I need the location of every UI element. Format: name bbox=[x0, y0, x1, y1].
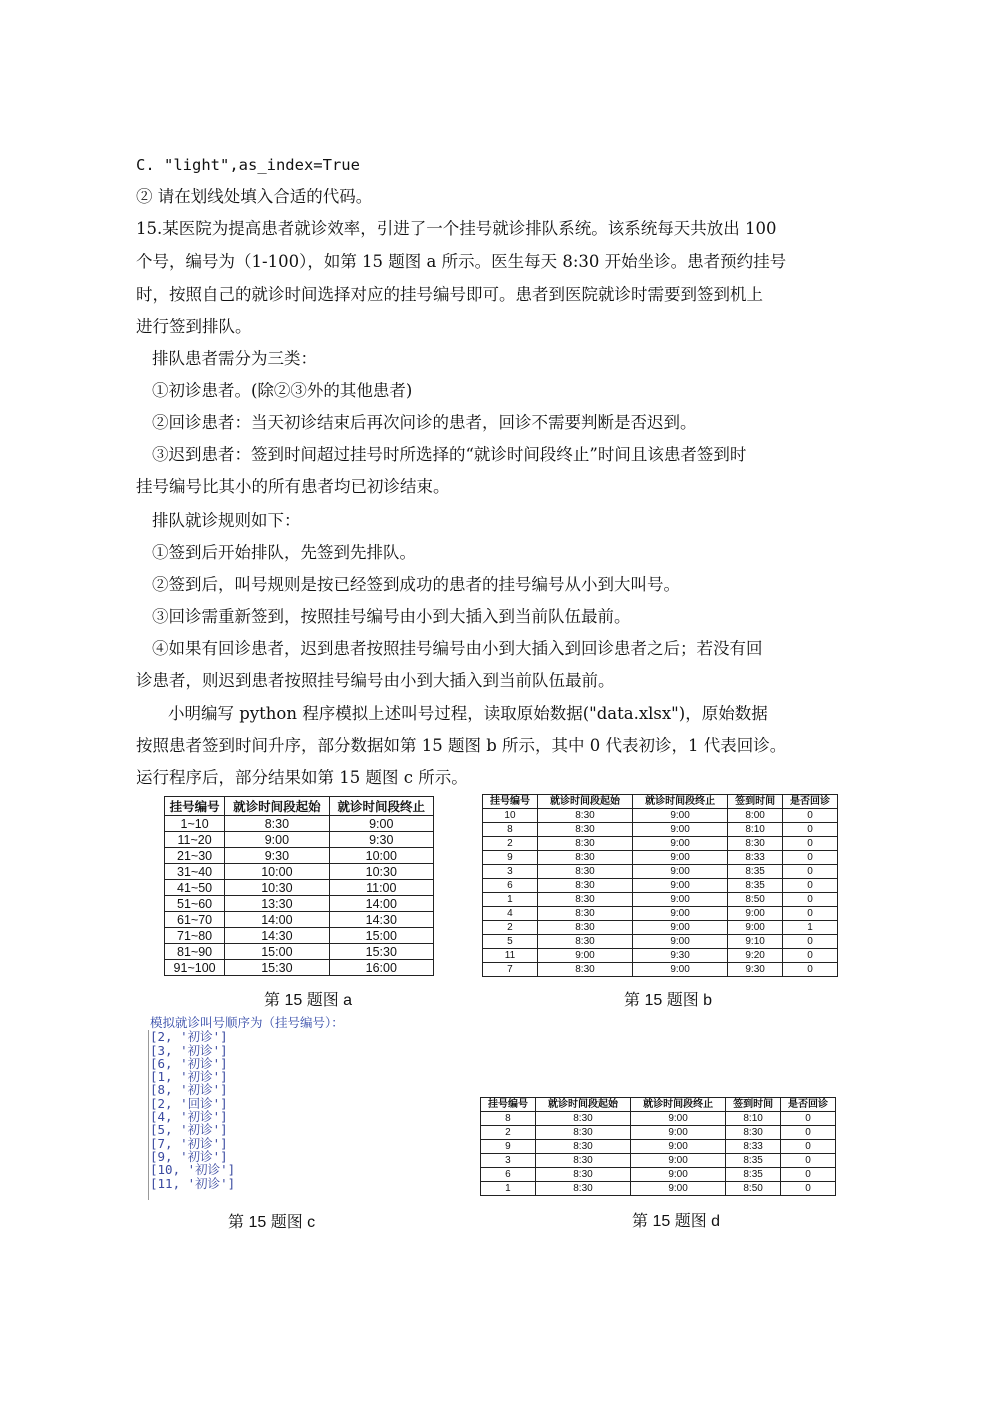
table-cell: 3 bbox=[481, 1154, 536, 1168]
output-row: [7, '初诊'] bbox=[150, 1135, 228, 1151]
table-cell: 8:10 bbox=[726, 1112, 781, 1126]
table-b-header: 签到时间 bbox=[728, 795, 783, 809]
table-cell: 9:00 bbox=[633, 893, 728, 907]
table-cell: 8:30 bbox=[225, 816, 329, 832]
output-row: [5, '初诊'] bbox=[150, 1122, 228, 1138]
table-a bbox=[164, 796, 434, 976]
table-b-header-row bbox=[483, 795, 838, 809]
rule-3: ③回诊需重新签到，按照挂号编号由小到大插入到当前队伍最前。 bbox=[152, 607, 631, 626]
table-cell: 8:30 bbox=[537, 879, 632, 893]
table-cell: 15:30 bbox=[329, 944, 433, 960]
table-a-header-row bbox=[165, 797, 434, 816]
table-d-header: 就诊时间段终止 bbox=[631, 1098, 726, 1112]
table-cell: 0 bbox=[783, 879, 838, 893]
rules-title: 排队就诊规则如下： bbox=[152, 511, 301, 530]
category-3-line-2: 挂号编号比其小的所有患者均已初诊结束。 bbox=[136, 477, 450, 496]
output-row: [3, '初诊'] bbox=[150, 1042, 228, 1058]
table-cell: 8:30 bbox=[535, 1154, 630, 1168]
output-row: [2, '初诊'] bbox=[150, 1029, 228, 1045]
table-cell: 8:30 bbox=[535, 1168, 630, 1182]
table-cell: 8:50 bbox=[726, 1182, 781, 1196]
table-b-row bbox=[483, 935, 838, 949]
table-cell: 9:00 bbox=[633, 823, 728, 837]
table-cell: 16:00 bbox=[329, 960, 433, 976]
table-cell: 9:00 bbox=[631, 1140, 726, 1154]
table-d-row bbox=[481, 1126, 836, 1140]
table-cell: 0 bbox=[783, 935, 838, 949]
table-cell: 9:00 bbox=[631, 1168, 726, 1182]
q15-line-2: 个号，编号为（1-100），如第 15 题图 a 所示。医生每天 8:30 开始坐诊。患者预约挂号 bbox=[136, 252, 787, 271]
table-cell: 6 bbox=[483, 879, 538, 893]
program-line-2: 按照患者签到时间升序，部分数据如第 15 题图 b 所示，其中 0 代表初诊，1 代表回诊。 bbox=[136, 736, 787, 755]
table-cell: 0 bbox=[781, 1126, 836, 1140]
table-b-row bbox=[483, 893, 838, 907]
table-cell: 9:00 bbox=[633, 837, 728, 851]
table-cell: 4 bbox=[483, 907, 538, 921]
q15-line-4: 进行签到排队。 bbox=[136, 317, 252, 336]
table-cell: 14:00 bbox=[329, 896, 433, 912]
table-cell: 0 bbox=[783, 837, 838, 851]
q15-line-1: 15.某医院为提高患者就诊效率，引进了一个挂号就诊排队系统。该系统每天共放出 100 bbox=[136, 219, 777, 238]
table-d bbox=[480, 1097, 836, 1196]
table-d-row bbox=[481, 1168, 836, 1182]
rule-4-line-1: ④如果有回诊患者，迟到患者按照挂号编号由小到大插入到回诊患者之后；若没有回 bbox=[152, 639, 763, 658]
table-cell: 81~90 bbox=[165, 944, 225, 960]
table-cell: 9:00 bbox=[631, 1126, 726, 1140]
output-row: [6, '初诊'] bbox=[150, 1055, 228, 1071]
table-cell: 15:30 bbox=[225, 960, 329, 976]
table-cell: 1 bbox=[481, 1182, 536, 1196]
table-cell: 0 bbox=[783, 809, 838, 823]
table-a-row bbox=[165, 832, 434, 848]
category-1: ①初诊患者。(除②③外的其他患者) bbox=[152, 381, 413, 400]
table-cell: 9:00 bbox=[631, 1182, 726, 1196]
table-cell: 14:00 bbox=[225, 912, 329, 928]
output-row: [1, '初诊'] bbox=[150, 1069, 228, 1085]
table-cell: 9:00 bbox=[633, 809, 728, 823]
table-cell: 8:33 bbox=[728, 851, 783, 865]
table-a-header: 挂号编号 bbox=[165, 797, 225, 816]
output-row: [8, '初诊'] bbox=[150, 1082, 228, 1098]
table-cell: 9:00 bbox=[633, 921, 728, 935]
table-cell: 8:30 bbox=[537, 921, 632, 935]
table-cell: 0 bbox=[783, 907, 838, 921]
table-b-row bbox=[483, 823, 838, 837]
category-3-line-1: ③迟到患者：签到时间超过挂号时所选择的“就诊时间段终止”时间且该患者签到时 bbox=[152, 445, 747, 464]
table-b bbox=[482, 794, 838, 977]
table-cell: 9:00 bbox=[633, 851, 728, 865]
table-cell: 8:30 bbox=[537, 865, 632, 879]
output-row: [4, '初诊'] bbox=[150, 1109, 228, 1125]
table-cell: 8:35 bbox=[728, 865, 783, 879]
table-cell: 8:30 bbox=[535, 1112, 630, 1126]
table-cell: 8:35 bbox=[728, 879, 783, 893]
console-output bbox=[150, 1016, 390, 1196]
table-cell: 10:30 bbox=[329, 864, 433, 880]
output-row: [10, '初诊'] bbox=[150, 1162, 236, 1178]
table-d-header: 签到时间 bbox=[726, 1098, 781, 1112]
table-cell: 6 bbox=[481, 1168, 536, 1182]
table-cell: 2 bbox=[481, 1126, 536, 1140]
table-cell: 1 bbox=[483, 893, 538, 907]
table-cell: 8:50 bbox=[728, 893, 783, 907]
table-cell: 0 bbox=[783, 823, 838, 837]
caption-d: 第 15 题图 d bbox=[632, 1213, 721, 1230]
rule-4-line-2: 诊患者，则迟到患者按照挂号编号由小到大插入到当前队伍最前。 bbox=[136, 671, 615, 690]
table-a-row bbox=[165, 912, 434, 928]
table-cell: 9:30 bbox=[728, 963, 783, 977]
table-cell: 10:00 bbox=[225, 864, 329, 880]
table-a-row bbox=[165, 944, 434, 960]
table-cell: 0 bbox=[783, 851, 838, 865]
table-d-header: 就诊时间段起始 bbox=[535, 1098, 630, 1112]
table-cell: 11:00 bbox=[329, 880, 433, 896]
table-a-row bbox=[165, 816, 434, 832]
table-d-row bbox=[481, 1182, 836, 1196]
table-cell: 8:33 bbox=[726, 1140, 781, 1154]
table-b-header: 是否回诊 bbox=[783, 795, 838, 809]
table-cell: 9:00 bbox=[631, 1154, 726, 1168]
table-b-header: 就诊时间段终止 bbox=[633, 795, 728, 809]
table-b-header: 就诊时间段起始 bbox=[537, 795, 632, 809]
table-cell: 0 bbox=[783, 949, 838, 963]
table-cell: 8:30 bbox=[537, 935, 632, 949]
table-d-row bbox=[481, 1112, 836, 1126]
caption-b: 第 15 题图 b bbox=[624, 992, 713, 1009]
table-cell: 8 bbox=[481, 1112, 536, 1126]
table-d-header-row bbox=[481, 1098, 836, 1112]
table-cell: 9:00 bbox=[728, 921, 783, 935]
table-cell: 10:00 bbox=[329, 848, 433, 864]
table-cell: 2 bbox=[483, 837, 538, 851]
table-cell: 9:00 bbox=[633, 935, 728, 949]
option-c: C. "light",as_index=True bbox=[136, 156, 360, 174]
table-a-header: 就诊时间段起始 bbox=[225, 797, 329, 816]
table-cell: 31~40 bbox=[165, 864, 225, 880]
table-cell: 9:30 bbox=[225, 848, 329, 864]
table-cell: 0 bbox=[783, 893, 838, 907]
table-cell: 9:00 bbox=[537, 949, 632, 963]
table-cell: 0 bbox=[783, 963, 838, 977]
table-cell: 15:00 bbox=[329, 928, 433, 944]
category-2: ②回诊患者：当天初诊结束后再次问诊的患者，回诊不需要判断是否迟到。 bbox=[152, 413, 697, 432]
table-cell: 9:00 bbox=[329, 816, 433, 832]
table-cell: 61~70 bbox=[165, 912, 225, 928]
table-cell: 51~60 bbox=[165, 896, 225, 912]
table-a-header: 就诊时间段终止 bbox=[329, 797, 433, 816]
table-cell: 0 bbox=[781, 1112, 836, 1126]
table-cell: 8:30 bbox=[535, 1126, 630, 1140]
table-cell: 8:30 bbox=[728, 837, 783, 851]
table-b-row bbox=[483, 921, 838, 935]
table-cell: 1 bbox=[783, 921, 838, 935]
table-cell: 8:00 bbox=[728, 809, 783, 823]
table-cell: 2 bbox=[483, 921, 538, 935]
question-2-instruction: ② 请在划线处填入合适的代码。 bbox=[136, 187, 373, 206]
caption-a: 第 15 题图 a bbox=[264, 992, 353, 1009]
table-a-row bbox=[165, 928, 434, 944]
table-d-row bbox=[481, 1140, 836, 1154]
table-cell: 8:35 bbox=[726, 1168, 781, 1182]
table-cell: 8:30 bbox=[535, 1182, 630, 1196]
table-a-row bbox=[165, 848, 434, 864]
table-cell: 0 bbox=[781, 1182, 836, 1196]
table-a-row bbox=[165, 864, 434, 880]
table-b-row bbox=[483, 879, 838, 893]
table-cell: 8:30 bbox=[726, 1126, 781, 1140]
program-line-1: 小明编写 python 程序模拟上述叫号过程，读取原始数据("data.xlsx")，原始数据 bbox=[168, 704, 768, 723]
table-cell: 8:30 bbox=[537, 809, 632, 823]
table-cell: 11~20 bbox=[165, 832, 225, 848]
table-b-row bbox=[483, 851, 838, 865]
table-cell: 9:00 bbox=[633, 963, 728, 977]
table-cell: 0 bbox=[783, 865, 838, 879]
table-cell: 9:10 bbox=[728, 935, 783, 949]
table-d-header: 是否回诊 bbox=[781, 1098, 836, 1112]
table-cell: 9:00 bbox=[631, 1112, 726, 1126]
table-cell: 8:30 bbox=[537, 837, 632, 851]
table-cell: 9 bbox=[481, 1140, 536, 1154]
table-b-row bbox=[483, 837, 838, 851]
table-b-header: 挂号编号 bbox=[483, 795, 538, 809]
table-cell: 9:00 bbox=[728, 907, 783, 921]
table-b-row bbox=[483, 865, 838, 879]
table-cell: 0 bbox=[781, 1140, 836, 1154]
table-cell: 11 bbox=[483, 949, 538, 963]
table-cell: 14:30 bbox=[329, 912, 433, 928]
table-a-row bbox=[165, 896, 434, 912]
rule-1: ①签到后开始排队，先签到先排队。 bbox=[152, 543, 416, 562]
categories-title: 排队患者需分为三类： bbox=[152, 349, 317, 368]
table-cell: 8:35 bbox=[726, 1154, 781, 1168]
table-b-row bbox=[483, 963, 838, 977]
table-cell: 9:00 bbox=[633, 879, 728, 893]
table-cell: 9 bbox=[483, 851, 538, 865]
table-cell: 8:30 bbox=[537, 907, 632, 921]
table-cell: 71~80 bbox=[165, 928, 225, 944]
table-cell: 8:30 bbox=[537, 893, 632, 907]
table-cell: 9:00 bbox=[633, 907, 728, 921]
rule-2: ②签到后，叫号规则是按已经签到成功的患者的挂号编号从小到大叫号。 bbox=[152, 575, 680, 594]
table-d-row bbox=[481, 1154, 836, 1168]
table-cell: 9:30 bbox=[633, 949, 728, 963]
table-cell: 1~10 bbox=[165, 816, 225, 832]
table-cell: 8:30 bbox=[537, 851, 632, 865]
table-cell: 9:20 bbox=[728, 949, 783, 963]
table-cell: 5 bbox=[483, 935, 538, 949]
q15-line-3: 时，按照自己的就诊时间选择对应的挂号编号即可。患者到医院就诊时需要到签到机上 bbox=[136, 285, 763, 304]
table-cell: 7 bbox=[483, 963, 538, 977]
output-row: [11, '初诊'] bbox=[150, 1175, 236, 1191]
table-cell: 15:00 bbox=[225, 944, 329, 960]
table-cell: 8:30 bbox=[537, 823, 632, 837]
table-cell: 9:30 bbox=[329, 832, 433, 848]
table-cell: 14:30 bbox=[225, 928, 329, 944]
table-a-row bbox=[165, 880, 434, 896]
output-title: 模拟就诊叫号顺序为（挂号编号）： bbox=[150, 1015, 344, 1030]
table-b-row bbox=[483, 949, 838, 963]
table-cell: 3 bbox=[483, 865, 538, 879]
table-cell: 10:30 bbox=[225, 880, 329, 896]
table-cell: 13:30 bbox=[225, 896, 329, 912]
table-cell: 8:10 bbox=[728, 823, 783, 837]
table-cell: 8:30 bbox=[535, 1140, 630, 1154]
caption-c: 第 15 题图 c bbox=[228, 1214, 316, 1231]
output-row: [9, '初诊'] bbox=[150, 1148, 228, 1164]
table-cell: 8 bbox=[483, 823, 538, 837]
output-row: [2, '回诊'] bbox=[150, 1095, 228, 1111]
table-cell: 41~50 bbox=[165, 880, 225, 896]
table-cell: 0 bbox=[781, 1154, 836, 1168]
table-cell: 8:30 bbox=[537, 963, 632, 977]
table-cell: 0 bbox=[781, 1168, 836, 1182]
table-b-row bbox=[483, 907, 838, 921]
program-line-3: 运行程序后，部分结果如第 15 题图 c 所示。 bbox=[136, 768, 468, 787]
table-cell: 10 bbox=[483, 809, 538, 823]
table-a-row bbox=[165, 960, 434, 976]
table-cell: 91~100 bbox=[165, 960, 225, 976]
table-cell: 21~30 bbox=[165, 848, 225, 864]
table-cell: 9:00 bbox=[225, 832, 329, 848]
table-cell: 9:00 bbox=[633, 865, 728, 879]
table-d-header: 挂号编号 bbox=[481, 1098, 536, 1112]
table-b-row bbox=[483, 809, 838, 823]
